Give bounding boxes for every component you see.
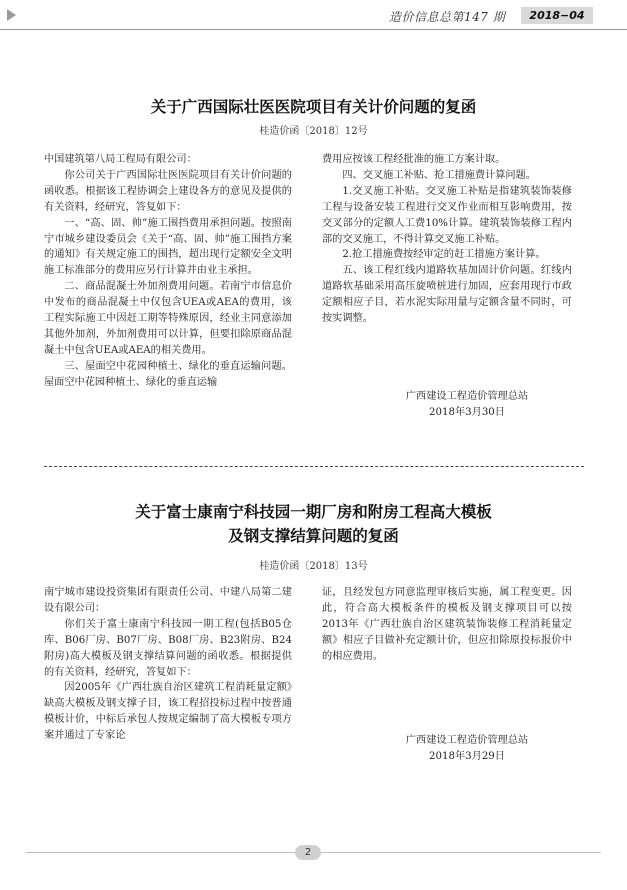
article2-signature: 广西建设工程造价管理总站 (405, 735, 529, 746)
article2-paragraph: 你们关于富士康南宁科技园一期工程(包括B05仓库、B06厂房、B07厂房、B08厂房、B23附房、B24附房)高大模板及钢支撑结算问题的函收悉。根据提供的有关资料，经研究，答复如下： (44, 618, 292, 678)
article2-paragraph: 证，且经发包方同意监理审核后实施，属工程变更。因此，符合高大模板条件的模板及钢支撑项目可以按2013年《广西壮族自治区建筑装饰装修工程消耗量定额》相应子目做补充定额计价，但应扣除原投标报价中的相应费用。 (322, 587, 572, 662)
article1-paragraph: 二、商品混凝土外加剂费用问题。若南宁市信息价中发布的商品混凝土中仅包含UEA或AEA的费用，该工程实际施工中因赶工期等特殊原因，经业主同意添加其他外加剂，外加剂费用可以计算，但要扣除原商品混凝土中包含UEA或AEA的相关费用。 (44, 281, 292, 356)
article1-paragraph: 2.抢工措施费按经审定的赶工措施方案计算。 (342, 249, 546, 261)
article2-addressee: 南宁城市建设投资集团有限责任公司、中建八局第二建设有限公司： (44, 587, 292, 614)
article1-doc-number: 桂造价函〔2018〕12号 (259, 126, 368, 137)
article1-paragraph: 三、屋面空中花园种植土、绿化的垂直运输问题。屋面空中花园种植土、绿化的垂直运输 (44, 360, 292, 388)
article1-right-column (322, 152, 572, 327)
article1-addressee: 中国建筑第八局工程局有限公司： (44, 154, 197, 165)
article1-paragraph: 一、“高、固、帅”施工围挡费用承担问题。按照南宁市城乡建设委员会《关于“高、固、帅”施工围挡方案的通知》有关规定施工的围挡，超出现行定额安全文明施工标准部分的费用应另行计算并由业主承担。 (44, 217, 292, 277)
article1-paragraph: 四、交叉施工补贴、抢工措施费计算问题。 (342, 169, 536, 181)
article1-paragraph: 费用应按该工程经批准的施工方案计取。 (322, 154, 506, 165)
article2-doc-number: 桂造价函〔2018〕13号 (259, 561, 368, 572)
article2-date: 2018年3月29日 (429, 750, 505, 762)
play-arrow-icon (7, 9, 16, 21)
article2-title-line2: 及钢支撑结算问题的复函 (228, 527, 399, 545)
article1-signature: 广西建设工程造价管理总站 (405, 391, 529, 402)
header-rule (0, 29, 627, 30)
article2-right-column (322, 585, 572, 665)
article1-date: 2018年3月30日 (429, 406, 505, 418)
journal-title: 造价信息总第147 期 (389, 10, 506, 24)
section-divider (44, 466, 584, 467)
article1-paragraph: 五、该工程红线内道路软基加固计价问题。红线内道路软基础采用高压旋喷桩进行加固，应套用现行市政定额相应子目，若水泥实际用量与定额含量不同时，可按实调整。 (322, 265, 572, 325)
page-header (0, 0, 627, 28)
article2-paragraph: 因2005年《广西壮族自治区建筑工程消耗量定额》缺高大模板及钢支撑子目，该工程招投标过程中按普通模板计价，中标后承包人按规定编制了高大模板专项方案并通过了专家论 (44, 682, 292, 742)
issue-badge: 2018−04 (521, 7, 593, 24)
article2-title-line1: 关于富士康南宁科技园一期厂房和附房工程高大模板 (135, 503, 492, 521)
article1-left-column (44, 152, 292, 391)
article1-paragraph: 1.交叉施工补贴。交叉施工补贴是指建筑装饰装修工程与设备安装工程进行交叉作业而相互影响费用，按交叉部分的定额人工费10%计算。建筑装饰装修工程内部的交叉施工，不得计算交叉施工补贴。 (322, 185, 572, 245)
article1-paragraph: 你公司关于广西国际壮医医院项目有关计价问题的函收悉。根据该工程协调会上建设各方的意见及提供的有关资料，经研究，答复如下： (44, 169, 292, 213)
article1-title: 关于广西国际壮医医院项目有关计价问题的复函 (150, 98, 477, 116)
article2-left-column (44, 585, 292, 744)
article1-signature-block (392, 389, 542, 421)
article2-signature-block (392, 733, 542, 765)
page-number: 2 (295, 845, 321, 860)
